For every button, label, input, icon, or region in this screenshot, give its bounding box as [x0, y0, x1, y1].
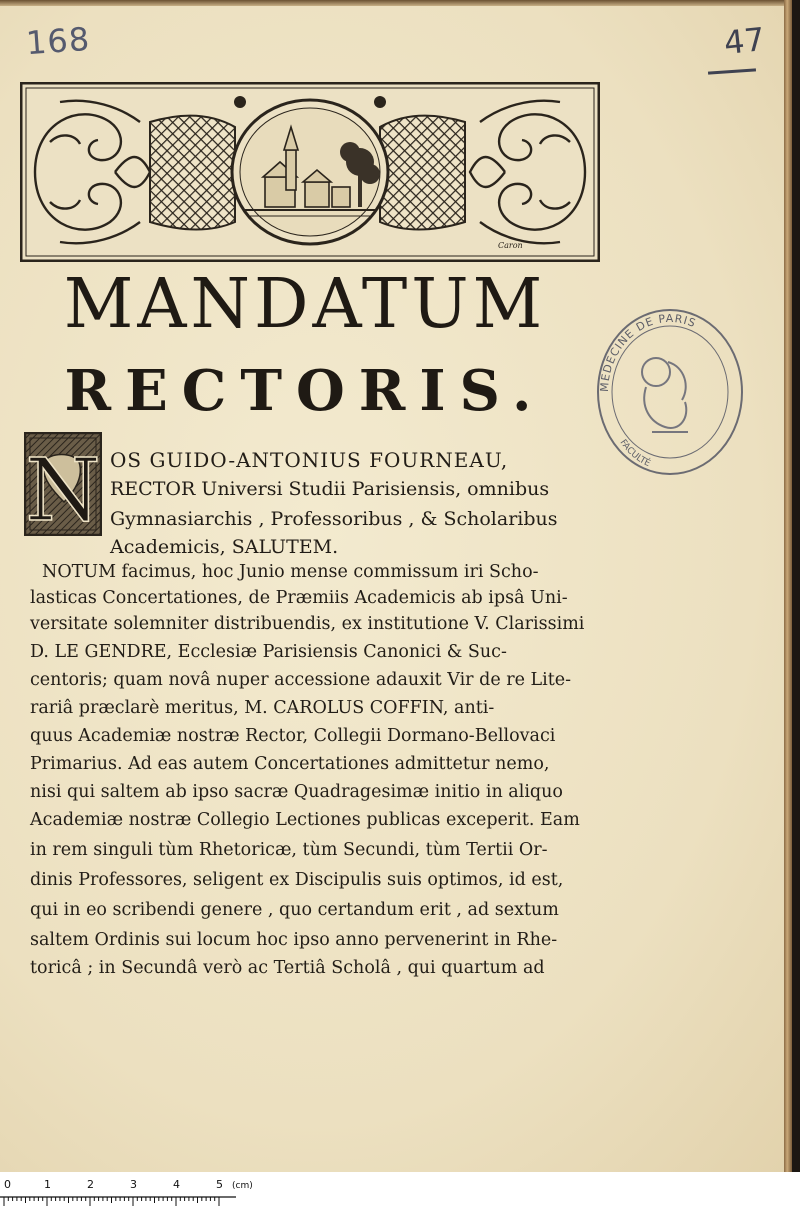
body-line: in rem singuli tùm Rhetoricæ, tùm Secundi, tùm Tertii Or-: [30, 840, 548, 860]
title-line-1: MANDATUM: [63, 265, 547, 344]
ruler-label-5: 5: [216, 1178, 223, 1191]
stamp-text-bottom: FACULTÉ: [617, 437, 652, 470]
ornamental-headpiece: [20, 82, 600, 262]
body-line: nisi qui saltem ab ipso sacræ Quadragesimæ initio in aliquo: [30, 782, 563, 802]
ruler-label-2: 2: [87, 1178, 94, 1191]
body-line: rariâ præclarè meritus, M. CAROLUS COFFIN, anti-: [30, 698, 495, 718]
decorated-dropcap: [24, 432, 102, 536]
body-line: saltem Ordinis sui locum hoc ipso anno pervenerint in Rhe-: [30, 930, 558, 950]
ruler-unit: (cm): [232, 1181, 253, 1191]
ruler-label-0: 0: [4, 1178, 11, 1191]
body-line: toricâ ; in Secundâ verò ac Tertiâ Scholâ , qui quartum ad: [30, 958, 545, 978]
intro-line: RECTOR Universi Studii Parisiensis, omnibus: [110, 478, 550, 500]
body-line: NOTUM facimus, hoc Junio mense commissum iri Scho-: [42, 562, 539, 582]
title-line-2: RECTORIS.: [64, 358, 546, 424]
body-line: Primarius. Ad eas autem Concertationes admittetur nemo,: [30, 754, 550, 774]
body-line: dinis Professores, seligent ex Discipulis suis optimos, id est,: [30, 870, 564, 890]
body-line: centoris; quam novâ nuper accessione adauxit Vir de re Lite-: [30, 670, 572, 690]
folio-annotation-left: 168: [24, 19, 92, 63]
intro-line: Gymnasiarchis , Professoribus , & Scholaribus: [110, 508, 558, 530]
body-line: qui in eo scribendi genere , quo certandum erit , ad sextum: [30, 900, 559, 920]
body-line: quus Academiæ nostræ Rector, Collegii Dormano-Bellovaci: [30, 726, 556, 746]
library-stamp: [590, 292, 750, 492]
engraver-signature: Caron: [498, 241, 523, 250]
ruler-label-1: 1: [44, 1178, 51, 1191]
measurement-ruler: [0, 1172, 260, 1207]
body-line: versitate solemniter distribuendis, ex institutione V. Clarissimi: [30, 614, 585, 634]
stamp-text-top: MEDECINE DE PARIS: [597, 311, 699, 393]
intro-line: Academicis, SALUTEM.: [110, 536, 339, 558]
intro-line: OS GUIDO-ANTONIUS FOURNEAU,: [110, 448, 509, 472]
ruler-label-4: 4: [173, 1178, 180, 1191]
folio-annotation-right: 47: [722, 19, 767, 63]
body-line: lasticas Concertationes, de Præmiis Academicis ab ipsâ Uni-: [30, 588, 568, 608]
dropcap-letter: N: [25, 441, 101, 536]
page-right-edge: [784, 0, 792, 1172]
body-line: D. LE GENDRE, Ecclesiæ Parisiensis Canonici & Suc-: [30, 642, 507, 662]
body-line: Academiæ nostræ Collegio Lectiones publicas exceperit. Eam: [30, 810, 580, 830]
folio-underline: [708, 68, 756, 74]
page-top-edge: [0, 0, 792, 6]
ruler-label-3: 3: [130, 1178, 137, 1191]
